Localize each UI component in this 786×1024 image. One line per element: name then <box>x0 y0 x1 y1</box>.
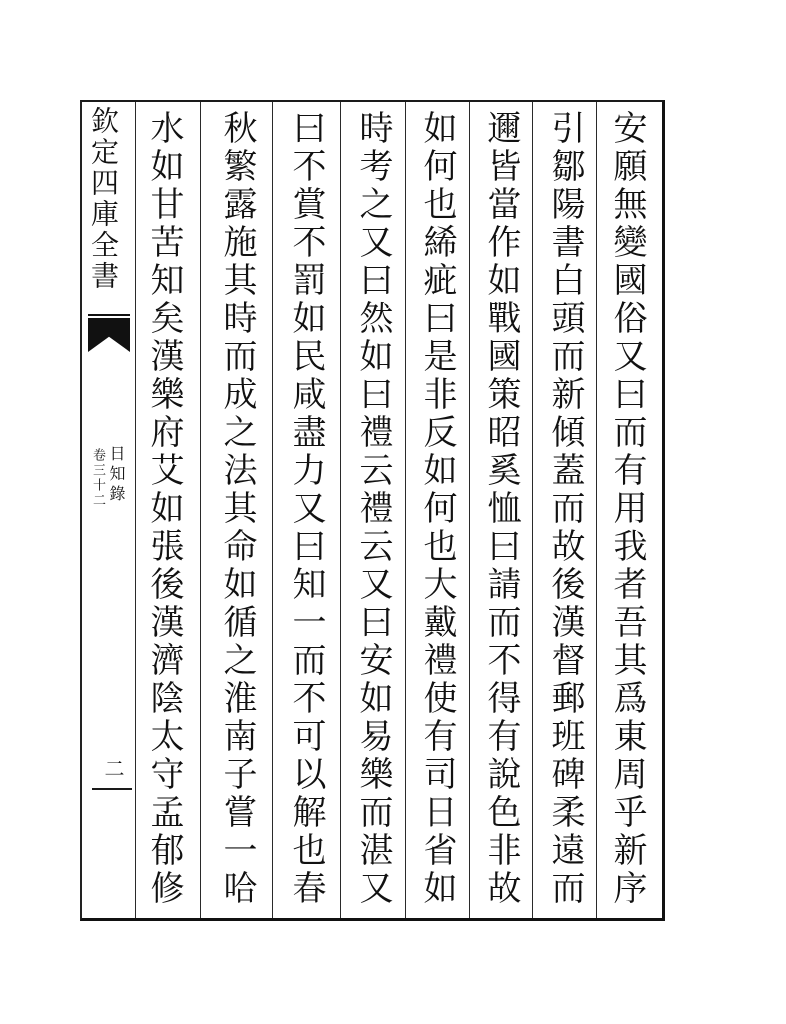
margin-volume: 卷三十二 <box>90 448 105 508</box>
column-rule <box>532 102 533 918</box>
margin-book-name: 日知錄 <box>107 445 126 505</box>
column-rule <box>200 102 201 918</box>
text-column: 曰不賞不罰如民咸盡力又曰知一而不可以解也春 <box>286 110 326 908</box>
text-column: 引鄒陽書白頭而新傾蓋而故後漢督郵班碑柔遠而 <box>545 110 585 908</box>
column-rule <box>272 102 273 918</box>
column-rule <box>469 102 470 918</box>
column-rule <box>340 102 341 918</box>
margin-title: 欽定四庫全書 <box>87 106 120 292</box>
text-column: 時考之又曰然如曰禮云禮云又曰安如易樂而湛又 <box>353 110 393 908</box>
text-column: 如何也絺疵曰是非反如何也大戴禮使有司日省如 <box>417 110 457 908</box>
column-rule <box>405 102 406 918</box>
margin-page-number: 二 <box>101 758 125 778</box>
margin-divider <box>92 788 132 790</box>
text-column: 安願無變國俗又曰而有用我者吾其爲東周乎新序 <box>607 110 647 908</box>
margin-rule <box>135 102 136 918</box>
fishtail-line <box>88 314 130 316</box>
column-rule <box>596 102 597 918</box>
text-column: 秋繁露施其時而成之法其命如循之淮南子嘗一哈 <box>217 110 257 908</box>
text-column: 水如甘苦知矣漢樂府艾如張後漢濟陰太守孟郁修 <box>144 110 184 908</box>
text-column: 邇皆當作如戰國策昭奚恤曰請而不得有說色非故 <box>481 110 521 908</box>
